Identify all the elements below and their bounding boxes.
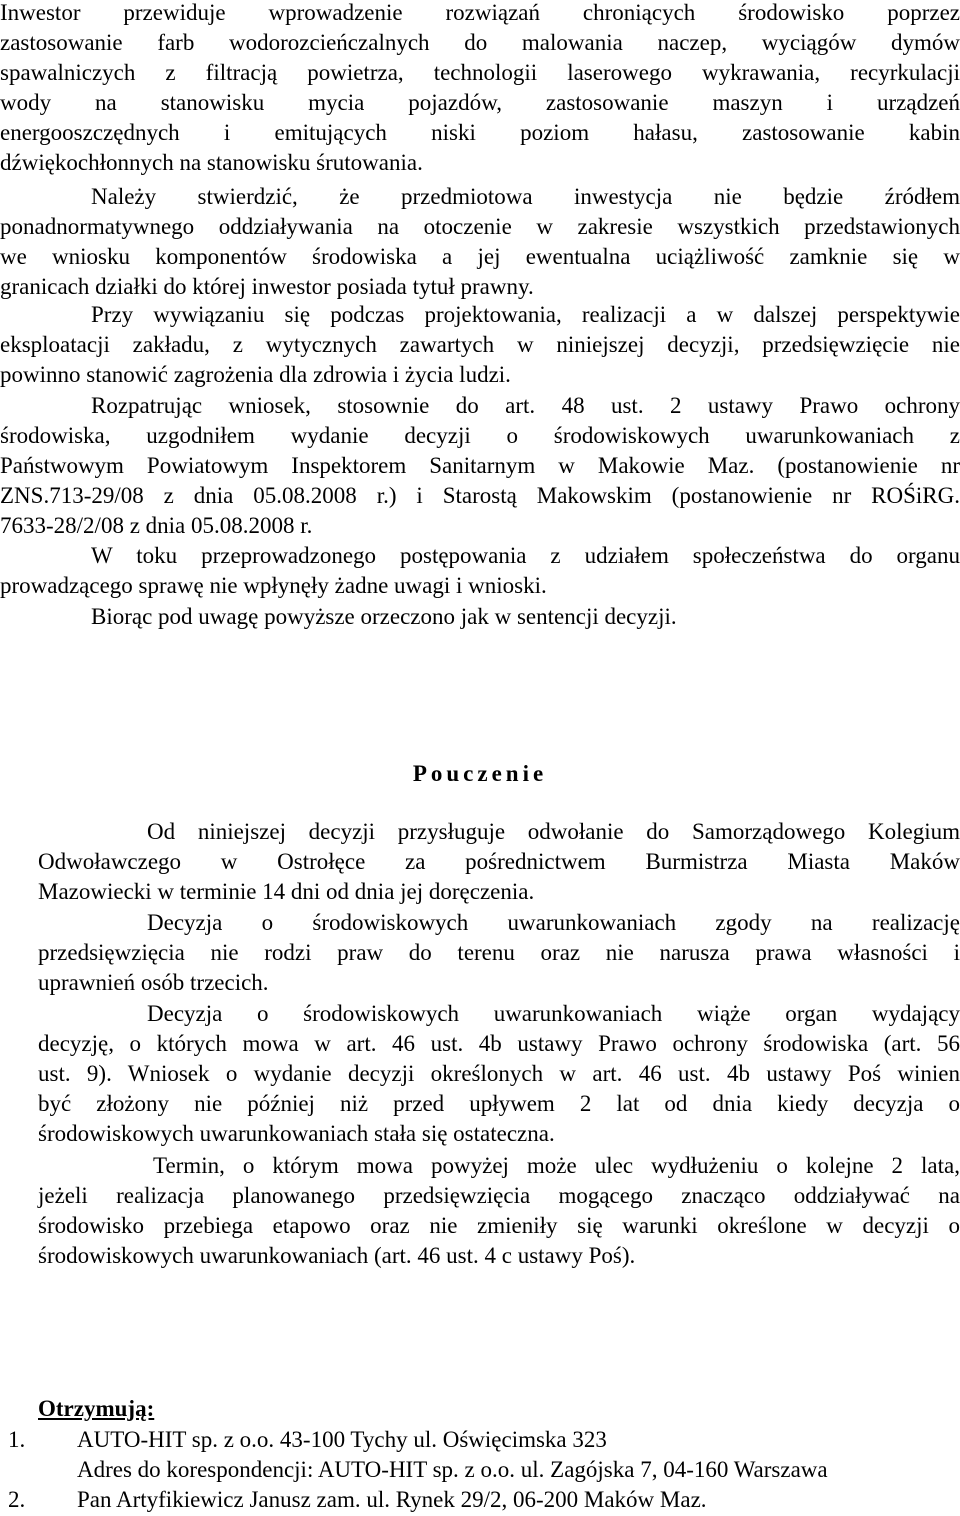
list-item [0, 1485, 960, 1515]
text-line: ust. 9). Wniosek o wydanie decyzji określonych w art. 46 ust. 4b ustawy Poś winien [38, 1061, 960, 1086]
text-line: ZNS.713-29/08 z dnia 05.08.2008 r.) i Starostą Makowskim (postanowienie nr ROŚiRG. [0, 483, 960, 508]
text-line: przedsięwzięcia nie rodzi praw do terenu oraz nie narusza prawa własności i [38, 940, 960, 965]
public-paragraph [0, 541, 960, 601]
text-line: Od niniejszej decyzji przysługuje odwołanie do Samorządowego Kolegium [147, 819, 960, 844]
appeal-paragraph [38, 817, 960, 907]
text-line: Przy wywiązaniu się podczas projektowania, realizacji a w dalszej perspektywie [91, 302, 960, 327]
text-line: granicach działki do której inwestor posiada tytuł prawny. [0, 274, 534, 299]
text-line: Należy stwierdzić, że przedmiotowa inwestycja nie będzie źródłem [91, 184, 960, 209]
text-line: dźwiękochłonnych na stanowisku śrutowania. [0, 150, 423, 175]
consultation-paragraph [0, 391, 960, 541]
text-line: W toku przeprowadzonego postępowania z udziałem społeczeństwa do organu [91, 543, 960, 568]
list-number: 2. [8, 1487, 26, 1512]
text-line: jeżeli realizacja planowanego przedsięwzięcia mogącego znacząco oddziaływać na [38, 1183, 960, 1208]
recipient-address: Pan Artyfikiewicz Janusz zam. ul. Rynek 29/2, 06-200 Maków Maz. [77, 1487, 707, 1512]
text-line: środowisko przebiega etapowo oraz nie zmieniły się warunki określone w decyzji o [38, 1213, 960, 1238]
list-item-continuation [0, 1455, 960, 1485]
text-line: 7633-28/2/08 z dnia 05.08.2008 r. [0, 513, 313, 538]
text-line: Inwestor przewiduje wprowadzenie rozwiązań chroniących środowisko poprzez [0, 0, 960, 25]
text-line: zastosowanie farb wodorozcieńczalnych do malowania naczep, wyciągów dymów [0, 30, 960, 55]
text-line: prowadzącego sprawę nie wpłynęły żadne uwagi i wnioski. [0, 573, 547, 598]
text-line: środowiska, uzgodniłem wydanie decyzji o środowiskowych uwarunkowaniach z [0, 423, 960, 448]
guidelines-paragraph [0, 300, 960, 390]
text-line: Rozpatrując wniosek, stosownie do art. 48 ust. 2 ustawy Prawo ochrony [91, 393, 960, 418]
list-number: 1. [8, 1427, 26, 1452]
recipient-address: AUTO-HIT sp. z o.o. 43-100 Tychy ul. Oświęcimska 323 [77, 1427, 607, 1452]
text-line: spawalniczych z filtracją powietrza, technologii laserowego wykrawania, recyrkulacji [0, 60, 960, 85]
text-line: powinno stanowić zagrożenia dla zdrowia i życia ludzi. [0, 362, 511, 387]
intro-paragraph [0, 0, 960, 178]
list-item [0, 1425, 960, 1455]
text-line: we wniosku komponentów środowiska a jej ewentualna uciążliwość zamknie się w [0, 244, 960, 269]
text-line: Odwoławczego w Ostrołęce za pośrednictwem Burmistrza Miasta Maków [38, 849, 960, 874]
text-line: ponadnormatywnego oddziaływania na otoczenie w zakresie wszystkich przedstawionych [0, 214, 960, 239]
text-line: Termin, o którym mowa powyżej może ulec wydłużeniu o kolejne 2 lata, [153, 1153, 960, 1178]
text-line: eksploatacji zakładu, z wytycznych zawartych w niniejszej decyzji, przedsięwzięcie nie [0, 332, 960, 357]
text-line: Decyzja o środowiskowych uwarunkowaniach wiąże organ wydający [147, 1001, 960, 1026]
conclusion-paragraph [0, 602, 960, 632]
text-line: Mazowiecki w terminie 14 dni od dnia jej doręczenia. [38, 879, 535, 904]
text-line: energooszczędnych i emitujących niski poziom hałasu, zastosowanie kabin [0, 120, 960, 145]
rights-paragraph [38, 908, 960, 998]
text-line: Biorąc pod uwagę powyższe orzeczono jak w sentencji decyzji. [91, 604, 677, 629]
text-line: środowiskowych uwarunkowaniach (art. 46 ust. 4 c ustawy Poś). [38, 1243, 636, 1268]
text-line: być złożony nie później niż przed upływem 2 lat od dnia kiedy decyzja o [38, 1091, 960, 1116]
recipients-list [0, 1425, 960, 1515]
text-line: uprawnień osób trzecich. [38, 970, 269, 995]
pouczenie-heading: Pouczenie [412, 761, 548, 786]
statement-paragraph [0, 182, 960, 302]
recipients-heading: Otrzymują: [38, 1396, 155, 1421]
text-line: Państwowym Powiatowym Inspektorem Sanitarnym w Makowie Maz. (postanowienie nr [0, 453, 960, 478]
text-line: wody na stanowisku mycia pojazdów, zastosowanie maszyn i urządzeń [0, 90, 960, 115]
extension-paragraph [38, 1151, 960, 1271]
correspondence-address: Adres do korespondencji: AUTO-HIT sp. z o.o. ul. Zagójska 7, 04-160 Warszawa [77, 1457, 828, 1482]
text-line: decyzję, o których mowa w art. 46 ust. 4b ustawy Prawo ochrony środowiska (art. 56 [38, 1031, 960, 1056]
text-line: środowiskowych uwarunkowaniach stała się ostateczna. [38, 1121, 555, 1146]
binding-paragraph [38, 999, 960, 1149]
text-line: Decyzja o środowiskowych uwarunkowaniach zgody na realizację [147, 910, 960, 935]
